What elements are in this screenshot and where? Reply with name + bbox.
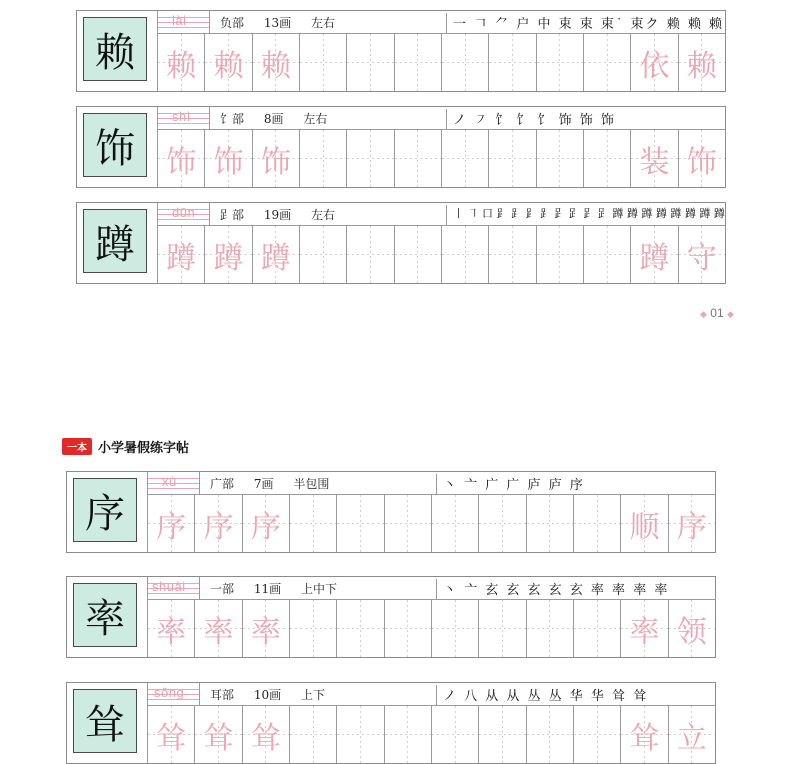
char-info [210,580,353,597]
practice-cell [489,226,536,283]
practice-cell [300,130,347,187]
practice-cell: 率 [148,600,195,657]
pinyin-cell [158,11,210,33]
practice-row [158,34,725,91]
practice-cell [395,226,442,283]
practice-cell [479,495,526,552]
stroke-count: 10画 [253,688,282,702]
char-info [220,14,351,31]
practice-cell [584,226,631,283]
practice-cell [290,495,337,552]
practice-cell [584,130,631,187]
practice-cell [300,226,347,283]
pinyin-cell [148,683,200,705]
radical: 𧾷部 [220,208,245,222]
practice-row [148,495,715,552]
practice-cell [385,495,432,552]
structure: 左右 [310,208,335,222]
practice-cell: 顺 [621,495,668,552]
practice-cell: 蹲 [253,226,300,283]
stroke-count: 11画 [253,582,282,596]
main-character: 序 [73,478,137,542]
page-number-dot-left: ◆ [700,309,707,319]
info-row [148,472,715,495]
practice-cell [337,600,384,657]
practice-cell [347,226,394,283]
practice-cell [337,495,384,552]
main-character: 赖 [83,17,147,81]
radical: 耳部 [210,688,235,702]
stroke-order: 丶 亠 广 广 庐 庐 序 [436,474,585,494]
practice-cell: 蹲 [631,226,678,283]
brand-badge: 一本 [62,438,92,455]
practice-cell [395,34,442,91]
practice-grid [157,11,725,91]
practice-cell: 率 [621,600,668,657]
character-card [66,682,716,764]
practice-cell [432,600,479,657]
practice-cell: 赖 [158,34,205,91]
character-card [66,576,716,658]
stroke-count: 8画 [263,112,284,126]
practice-cell: 依 [631,34,678,91]
main-character: 耸 [73,689,137,753]
stroke-count: 13画 [263,16,292,30]
stroke-order: 一 𠃍 ⺈ 户 中 束 束 束˙ 束ク 赖 赖 赖 [446,13,724,33]
radical: 广部 [210,477,235,491]
pinyin-cell [158,107,210,129]
practice-cell: 领 [669,600,715,657]
practice-cell [442,130,489,187]
practice-cell: 蹲 [205,226,252,283]
practice-cell [574,600,621,657]
practice-cell: 守 [679,226,725,283]
practice-cell: 耸 [148,706,195,763]
practice-cell [537,130,584,187]
pinyin: sǒng [154,685,185,700]
stroke-order: 丶 亠 玄 玄 玄 玄 玄 率 率 率 率 [436,579,669,599]
practice-cell [537,226,584,283]
practice-cell: 饰 [205,130,252,187]
practice-cell: 饰 [158,130,205,187]
practice-grid [157,107,725,187]
char-info [210,686,341,703]
practice-cell: 率 [243,600,290,657]
info-row [158,11,725,34]
stroke-order: 丨 ㇕ 口 ⻊ ⻊ ⻊ ⻊ 𧾷 𧾷 𧾷 𧾷 蹲 蹲 蹲 蹲 蹲 蹲 蹲 蹲 [446,205,725,225]
practice-cell: 饰 [253,130,300,187]
practice-cell [385,600,432,657]
radical: 一部 [210,582,235,596]
practice-cell [442,34,489,91]
practice-cell: 序 [195,495,242,552]
main-character: 率 [73,583,137,647]
practice-cell [489,34,536,91]
practice-cell: 耸 [195,706,242,763]
structure: 上下 [300,688,325,702]
page-number-dot-right: ◆ [726,309,734,319]
practice-grid [147,472,715,552]
practice-cell: 赖 [253,34,300,91]
practice-cell [432,495,479,552]
stroke-order: ノ 八 从 从 丛 丛 华 华 耸 耸 [436,685,648,705]
practice-cell [442,226,489,283]
info-row [158,203,725,226]
practice-cell [479,600,526,657]
character-card [76,202,726,284]
structure: 上中下 [300,582,337,596]
practice-grid [157,203,725,283]
practice-cell: 序 [243,495,290,552]
practice-cell [347,130,394,187]
stroke-count: 19画 [263,208,292,222]
practice-cell: 耸 [243,706,290,763]
info-row [148,683,715,706]
practice-cell [537,34,584,91]
radical: 饣部 [220,112,245,126]
structure: 左右 [303,112,328,126]
practice-cell [527,600,574,657]
pinyin-cell [148,472,200,494]
character-card [66,471,716,553]
practice-cell: 耸 [621,706,668,763]
stroke-count: 7画 [253,477,274,491]
practice-cell: 饰 [679,130,725,187]
practice-cell [584,34,631,91]
practice-cell: 序 [669,495,715,552]
practice-cell [574,495,621,552]
practice-cell [347,34,394,91]
character-card [76,10,726,92]
char-info [220,110,343,127]
pinyin: dūn [172,205,196,220]
pinyin: shuài [152,579,186,594]
char-info [220,206,351,223]
practice-cell [300,34,347,91]
practice-cell [489,130,536,187]
page-number [700,306,734,320]
main-character: 蹲 [83,209,147,273]
structure: 半包围 [293,477,330,491]
pinyin: shì [172,109,191,124]
practice-cell: 赖 [679,34,725,91]
structure: 左右 [310,16,335,30]
section-header [62,437,189,456]
practice-grid [147,683,715,763]
info-row [148,577,715,600]
practice-grid [147,577,715,657]
practice-cell [290,600,337,657]
practice-cell: 蹲 [158,226,205,283]
radical: 负部 [220,16,245,30]
pinyin: xù [162,474,177,489]
practice-row [158,130,725,187]
practice-cell: 立 [669,706,715,763]
practice-cell [527,495,574,552]
practice-row [158,226,725,283]
practice-cell [395,130,442,187]
pinyin-cell [148,577,200,599]
pinyin-cell [158,203,210,225]
char-info [210,475,345,492]
character-card [76,106,726,188]
section-title: 小学暑假练字帖 [98,441,190,456]
practice-row [148,600,715,657]
practice-cell: 装 [631,130,678,187]
pinyin: lài [172,13,187,28]
practice-cell: 序 [148,495,195,552]
practice-cell: 赖 [205,34,252,91]
main-character: 饰 [83,113,147,177]
info-row [158,107,725,130]
stroke-order: ノ ㇇ 饣 饣 饣 饰 饰 饰 [446,109,616,129]
page-number-text: 01 [710,306,724,320]
practice-cell: 率 [195,600,242,657]
